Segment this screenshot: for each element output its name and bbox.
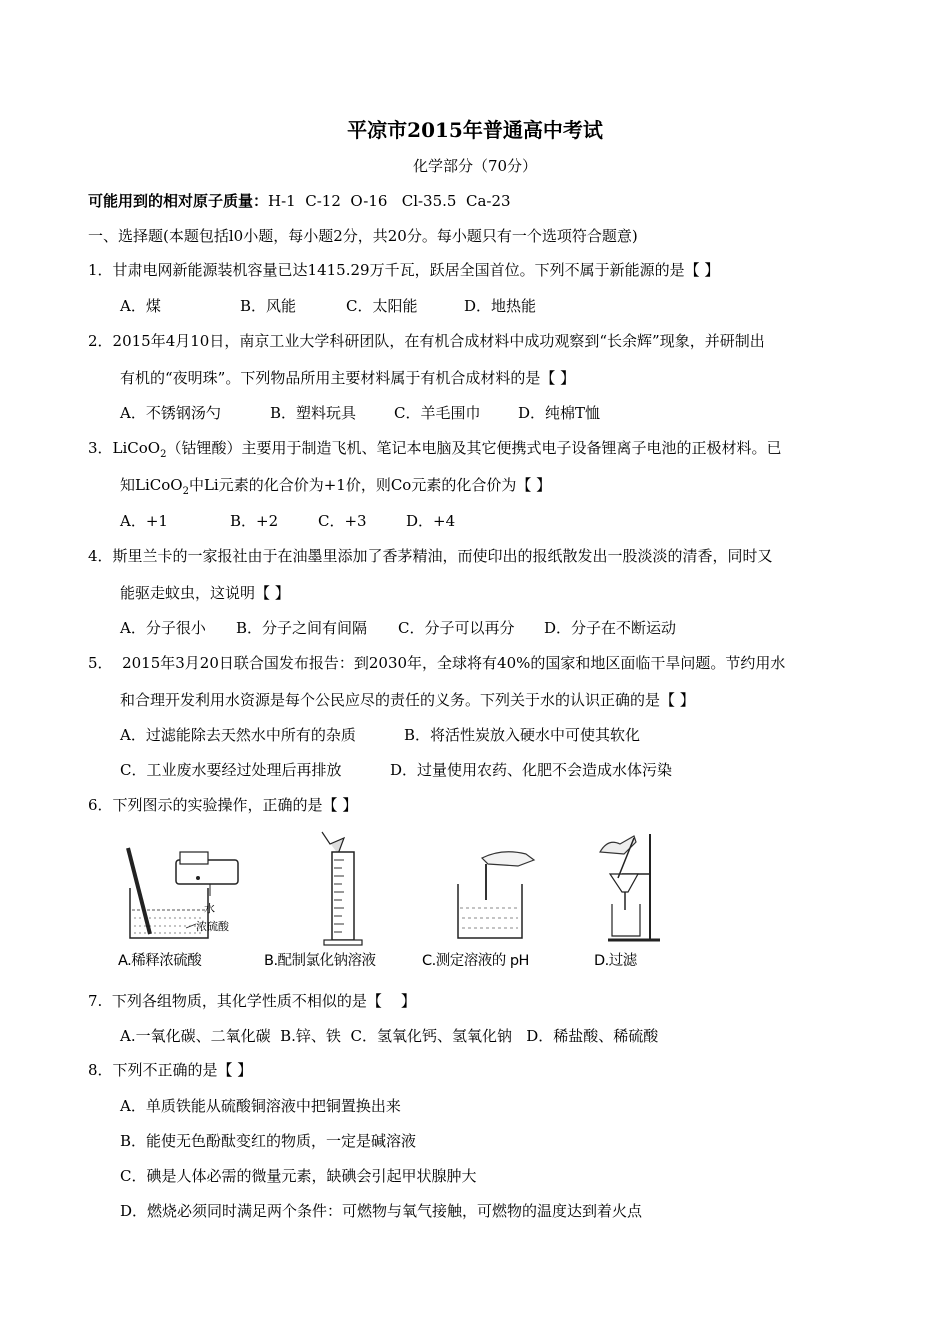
q4-option-b: B．分子之间有间隔: [236, 619, 368, 637]
q1-options: [120, 295, 536, 316]
figure-a-drawing: [118, 830, 248, 948]
q5-option-b: B．将活性炭放入硬水中可使其软化: [404, 726, 641, 744]
figure-d: [594, 830, 678, 970]
q8-option-c: C．碘是人体必需的微量元素，缺碘会引起甲状腺肿大: [120, 1167, 477, 1185]
figure-c: [422, 830, 582, 970]
q8-option-a: A．单质铁能从硫酸铜溶液中把铜置换出来: [120, 1097, 401, 1115]
figure-b: [264, 830, 414, 970]
q3-stem-line2: [120, 474, 551, 497]
q3-option-c: C．+3: [318, 512, 367, 530]
q5-option-a: A．过滤能除去天然水中所有的杂质: [120, 726, 356, 744]
q3-option-d: D．+4: [406, 512, 456, 530]
figure-d-drawing: [594, 830, 678, 948]
q4-option-d: D．分子在不断运动: [544, 619, 677, 637]
q6-figures: [118, 830, 678, 970]
figure-a-label-acid: 浓硫酸: [196, 920, 229, 933]
atomic-mass-label: 可能用到的相对原子质量：: [88, 192, 269, 210]
q6-stem: 6．下列图示的实验操作，正确的是【 】: [88, 796, 358, 814]
q2-options: [120, 402, 600, 423]
q3-option-a: A．+1: [120, 512, 168, 530]
q7-stem: 7. 下列各组物质，其化学性质不相似的是【 】: [88, 992, 416, 1010]
figure-c-caption: C.测定溶液的 pH: [422, 953, 529, 969]
q2-option-b: B．塑料玩具: [270, 404, 357, 422]
q3-stem1-sub: 2: [160, 449, 167, 460]
q3-stem2-sub: 2: [182, 486, 189, 497]
q2-stem-line2: 有机的“夜明珠”。下列物品所用主要材料属于有机合成材料的是【 】: [120, 369, 576, 387]
page-subtitle: 化学部分（70分）: [412, 157, 538, 175]
q3-stem2-pre: 知LiCoO: [120, 476, 183, 494]
q1-stem: 1．甘肃电网新能源装机容量已达1415.29万千瓦，跃居全国首位。下列不属于新能源的是【 】: [88, 261, 720, 279]
figure-a: [118, 830, 248, 970]
q4-option-c: C．分子可以再分: [398, 619, 515, 637]
q8-option-b: B．能使无色酚酞变红的物质，一定是碱溶液: [120, 1132, 417, 1150]
q4-stem-line2: 能驱走蚊虫，这说明【 】: [120, 584, 290, 602]
q3-option-b: B．+2: [230, 512, 279, 530]
q3-stem1-pre: 3．LiCoO: [88, 439, 161, 457]
figure-b-caption: B.配制氯化钠溶液: [264, 953, 376, 969]
q2-option-c: C．羊毛围巾: [394, 404, 481, 422]
page-title: 平凉市2015年普通高中考试: [347, 118, 603, 142]
q3-stem2-post: 中Li元素的化合价为+1价，则Co元素的化合价为【 】: [188, 476, 552, 494]
q2-stem-line1: 2．2015年4月10日，南京工业大学科研团队，在有机合成材料中成功观察到“长余辉”现象，并研制出: [88, 332, 765, 350]
q5-options-row2: [120, 759, 672, 780]
q5-stem-line2: 和合理开发利用水资源是每个公民应尽的责任的义务。下列关于水的认识正确的是【 】: [120, 691, 695, 709]
q7-options: A.一氧化碳、二氧化碳 B.锌、铁 C．氢氧化钙、氢氧化钠 D．稀盐酸、稀硫酸: [120, 1027, 659, 1045]
atomic-mass-values: H-1 C-12 O-16 Cl-35.5 Ca-23: [268, 192, 511, 210]
q3-stem1-post: （钴锂酸）主要用于制造飞机、笔记本电脑及其它便携式电子设备锂离子电池的正极材料。已: [166, 439, 782, 457]
q2-option-d: D．纯棉T恤: [518, 404, 601, 422]
q2-option-a: A．不锈钢汤勺: [120, 404, 221, 422]
q5-option-c: C．工业废水要经过处理后再排放: [120, 761, 342, 779]
q3-stem-line1: [88, 437, 782, 460]
q1-option-d: D．地热能: [464, 297, 537, 315]
section-heading: 一、选择题(本题包括l0小题，每小题2分，共20分。每小题只有一个选项符合题意): [88, 227, 638, 245]
figure-d-caption: D.过滤: [594, 953, 637, 969]
q5-stem-line1: 5． 2015年3月20日联合国发布报告：到2030年，全球将有40%的国家和地区面临干旱问题。节约用水: [88, 654, 786, 672]
q1-option-b: B．风能: [240, 297, 297, 315]
q3-options: [120, 510, 455, 531]
q4-options: [120, 617, 676, 638]
q4-option-a: A．分子很小: [120, 619, 206, 637]
figure-a-label-water: 水: [204, 902, 215, 915]
q8-stem: 8．下列不正确的是【 】: [88, 1061, 253, 1079]
atomic-mass-line: [88, 190, 511, 211]
figure-a-caption: A.稀释浓硫酸: [118, 953, 202, 969]
q5-option-d: D．过量使用农药、化肥不会造成水体污染: [390, 761, 673, 779]
q1-option-a: A．煤: [120, 297, 161, 315]
q1-option-c: C．太阳能: [346, 297, 418, 315]
q5-options-row1: [120, 724, 640, 745]
q8-option-d: D．燃烧必须同时满足两个条件：可燃物与氧气接触，可燃物的温度达到着火点: [120, 1202, 643, 1220]
figure-b-drawing: [264, 830, 414, 948]
figure-c-drawing: [422, 830, 582, 948]
q4-stem-line1: 4．斯里兰卡的一家报社由于在油墨里添加了香茅精油，而使印出的报纸散发出一股淡淡的清香，同时又: [88, 547, 773, 565]
